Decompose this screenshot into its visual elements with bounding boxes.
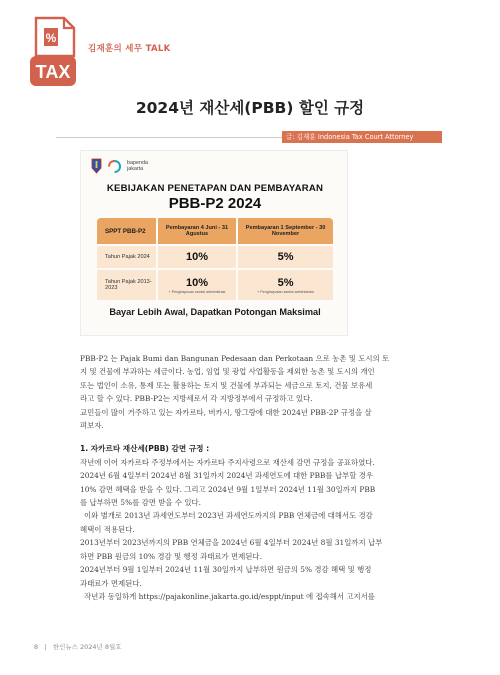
body-line: 이와 별개로 2013년 과세연도부터 2023년 과세연도까지의 PBB 연체금에 대해서도 경감 [84,511,373,521]
body-line: 2013년부터 2023년까지의 PBB 연체금을 2024년 6월 4일부터 2024년 8월 31일까지 납부 [80,538,383,548]
jakarta-crest-icon [91,158,102,174]
publication-name: 한인뉴스 2024년 8월호 [52,643,122,651]
page-title: 2024년 재산세(PBB) 할인 규정 [135,99,365,117]
pbb-poster-image [80,150,348,336]
table-header: SPPT PBB-P2 [97,218,156,244]
column-brand: 김재훈의 세무 TALK [88,44,171,54]
table-cell: 10% + Penghapusan sanksi administrasi [158,270,236,300]
table-cell: 5% + Penghapusan sanksi administrasi [238,270,333,300]
tax-document-icon [28,16,78,88]
author-divider [56,137,282,138]
table-header: Pembayaran 4 Juni - 31 Agustus [158,218,236,244]
bapenda-logo-icon [108,160,121,173]
bapenda-logo-text: bapenda jakarta [127,160,148,172]
paragraph-gap [80,432,420,442]
body-line: 또는 법인이 소유, 통제 또는 활용하는 토지 및 건물에 부과되는 세금으로 토지, 건물 보유세 [80,380,373,390]
table-cell-label: Tahun Pajak 2013-2023 [97,270,156,300]
table-cell: 5% [238,246,333,268]
body-line: 10% 감면 혜택을 받을 수 있다. 그리고 2024년 9월 1일부터 2024년 11월 30일까지 PBB [80,484,376,494]
section-heading: 1. 자카르타 재산세(PBB) 감면 규정 : [80,444,210,454]
badge-symbol: % [45,31,57,45]
page-footer [34,642,122,651]
body-line: 교민들이 많이 거주하고 있는 자카르타, 버카시, 땅그랑에 대한 2024년 PBB-2P 규정을 살 [80,407,372,417]
table-header: Pembayaran 1 September - 30 November [238,218,333,244]
body-line: 를 납부하면 5%를 감면 받을 수 있다. [80,498,201,508]
poster-footer: Bayar Lebih Awal, Dapatkan Potongan Maksimal [109,307,321,317]
poster-subheading: PBB-P2 2024 [168,195,262,212]
body-line: 작년에 이어 자카르타 주정부에서는 자카르타 주지사령으로 재산세 감면 규정을 공표하였다. [80,457,375,467]
body-line: 하면 PBB 원금의 10% 경감 및 행정 과태료가 면제된다. [80,551,262,561]
table-cell: 10% [158,246,236,268]
poster-heading: KEBIJAKAN PENETAPAN DAN PEMBAYARAN [106,183,324,194]
body-line: 2024년 6월 4일부터 2024년 8월 31일까지 2024년 과세연도에 대한 PBB를 납부할 경우 [80,471,373,481]
body-line: 과태료가 면제된다. [80,578,142,588]
table-cell-label: Tahun Pajak 2024 [97,246,156,268]
body-line: PBB-P2 는 Pajak Bumi dan Bangunan Pedesaan dan Perkotaan 으로 농촌 및 도시의 토 [80,354,390,363]
badge-text: TAX [35,62,71,82]
author-byline: 글: 김재훈 Indonesia Tax Court Attorney [282,131,442,143]
poster-logos [91,157,148,175]
body-line: 지 및 건물에 부과하는 세금이다. 농업, 임업 및 광업 사업활동을 제외한 농촌 및 도시의 개인 [80,367,375,377]
body-line: 펴보자. [80,421,104,431]
table-row [97,246,333,268]
table-header-row [97,218,333,244]
body-line: 혜택이 적용된다. [80,524,135,534]
body-line: 작년과 동일하게 https://pajakonline.jakarta.go.id/esppt/input 에 접속해서 고지서를 [84,591,375,601]
body-line: 라고 할 수 있다. PBB-P2는 지방세로서 각 지방정부에서 규정하고 있다. [80,394,313,404]
table-row [97,270,333,300]
page-number: 8 [34,643,39,651]
body-line: 2024년부터 9월 1일부터 2024년 11월 30일까지 납부하면 원금의 5% 경감 혜택 및 행정 [80,565,372,575]
discount-table [95,216,335,302]
article-body [80,352,420,603]
footer-separator: | [44,643,47,651]
